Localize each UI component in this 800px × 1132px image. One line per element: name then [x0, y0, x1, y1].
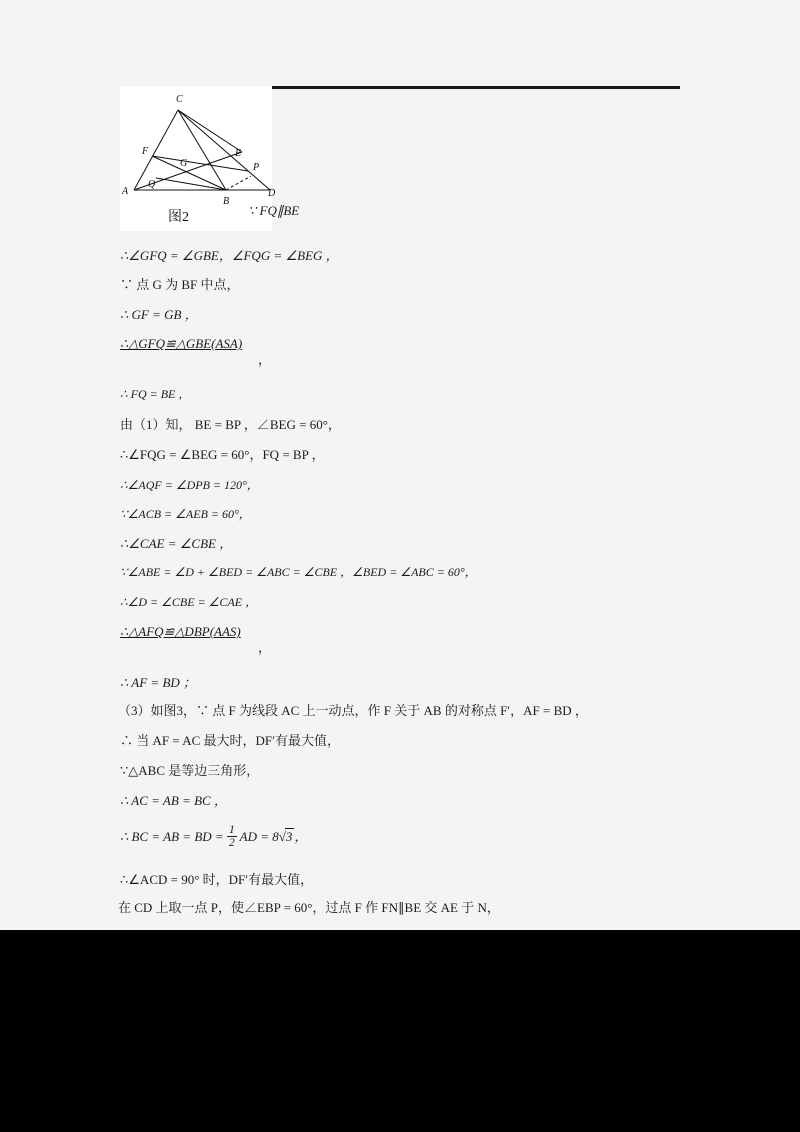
text-line-21: ∴ AC = AB = BC ， [120, 793, 227, 808]
fraction-one-half [227, 824, 237, 849]
text-line-18: （3）如图3，∵ 点 F 为线段 AC 上一动点，作 F 关于 AB 的对称点 F′，AF = BD ， [118, 703, 588, 718]
text-line-14: ∴∠D = ∠CBE = ∠CAE ， [120, 595, 258, 609]
figure-label-A: A [122, 186, 129, 197]
text-line-20: ∵△ABC 是等边三角形， [120, 763, 260, 778]
text-line-2: ∴∠GFQ = ∠GBE，∠FQG = ∠BEG ， [120, 248, 339, 263]
figure-label-P: P [253, 162, 260, 173]
text-line-4: ∴ GF = GB ， [120, 307, 198, 322]
figure-label-C: C [176, 94, 183, 105]
text-line-3: ∵ 点 G 为 BF 中点， [120, 277, 240, 292]
text-line-24: 在 CD 上取一点 P，使∠EBP = 60°，过点 F 作 FN∥BE 交 AE 于 N， [118, 900, 500, 915]
text-line-7: ∴ FQ = BE ， [120, 387, 191, 401]
figure-label-B: B [223, 196, 230, 207]
sqrt-radicand: 3 [285, 828, 293, 844]
figure-label-E: E [235, 148, 242, 159]
fraction-after: AD = 8 [239, 828, 279, 844]
text-line-11: ∵∠ACB = ∠AEB = 60°， [120, 507, 251, 521]
text-line-fraction [120, 824, 307, 849]
figure-label-F: F [142, 146, 149, 157]
text-line-16: ， [258, 640, 272, 655]
figure-label-D: D [268, 188, 276, 199]
text-line-8: 由（1）知， BE = BP ，∠BEG = 60°， [120, 417, 341, 432]
text-line-5: ∴△GFQ≌△GBE(ASA) [120, 336, 243, 351]
figure-label-G: G [180, 158, 188, 169]
text-line-6: ， [258, 352, 272, 367]
text-line-12: ∴∠CAE = ∠CBE ， [120, 536, 233, 551]
text-line-13: ∵∠ABE = ∠D + ∠BED = ∠ABC = ∠CBE ，∠BED = ∠ABC = 60°， [120, 565, 477, 579]
figure-label-Q: Q [148, 179, 156, 190]
text-line-9: ∴∠FQG = ∠BEG = 60°，FQ = BP ， [120, 447, 325, 462]
sqrt-icon: √ [278, 828, 286, 844]
fraction-suffix: ， [294, 828, 308, 844]
text-line-1: ∵ FQ∥BE [248, 203, 300, 218]
text-line-17: ∴ AF = BD ； [120, 675, 197, 690]
text-line-23: ∴∠ACD = 90° 时，DF′有最大值， [120, 872, 314, 887]
text-line-19: ∴ 当 AF = AC 最大时，DF′有最大值， [120, 733, 341, 748]
text-line-15: ∴△AFQ≌△DBP(AAS) [120, 624, 241, 639]
fraction-denominator: 2 [228, 837, 235, 849]
fraction-prefix: ∴ BC = AB = BD = [120, 828, 224, 844]
figure-caption: 图2 [168, 210, 189, 225]
fraction-numerator: 1 [228, 824, 235, 836]
text-line-10: ∴∠AQF = ∠DPB = 120°， [120, 478, 259, 492]
